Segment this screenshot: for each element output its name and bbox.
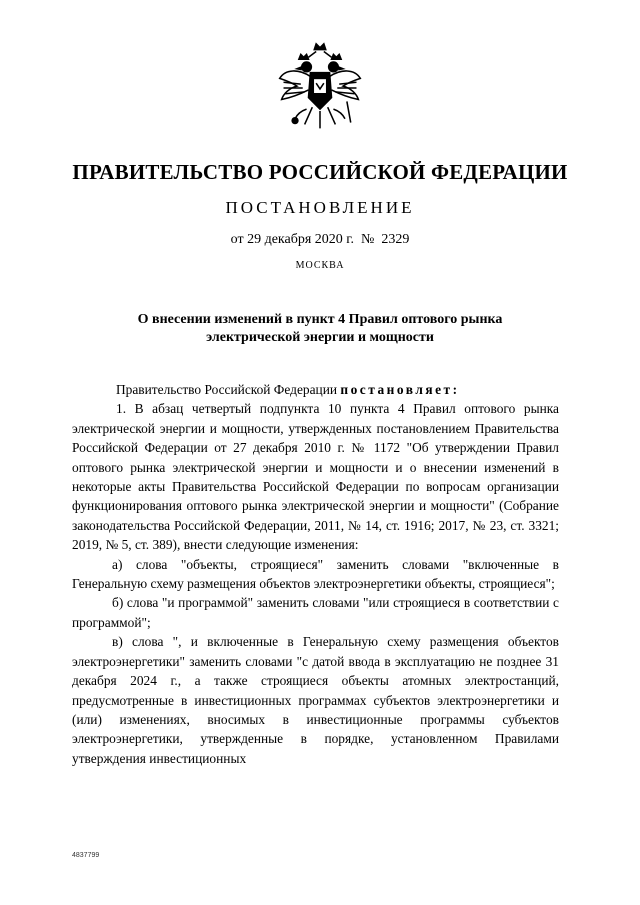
subject-line-2: электрической энергии и мощности [206, 330, 434, 345]
coat-of-arms-icon [272, 40, 368, 136]
intro-verb: постановляет: [340, 382, 460, 397]
document-date-number: от 29 декабря 2020 г. № 2329 [230, 232, 410, 247]
document-subject [100, 311, 540, 347]
intro-paragraph [72, 380, 559, 399]
intro-lead: Правительство Российской Федерации [116, 382, 341, 397]
item-1-paragraph: 1. В абзац четвертый подпункта 10 пункта 4 Правил оптового рынка электрической энергии и мощности, утвержденных постановлением Правительства Российской Федерации от 27 декабря 2010 г. № 1172 "Об утверждении Правил оптового рынка электрической энергии и мощности и о внесении изменений в некоторые акты Правительства Российской Федерации по вопросам организации функционирования оптового рынка электрической энергии и мощности" (Собрание законодательства Российской Федерации, 2011, № 14, ст. 1916; 2017, № 23, ст. 3321; 2019, № 5, ст. 389), внести следующие изменения: [72, 401, 559, 553]
subject-line-1: О внесении изменений в пункт 4 Правил оптового рынка [137, 312, 503, 327]
item-b-paragraph: б) слова "и программой" заменить словами "или строящиеся в соответствии с программой"; [72, 595, 559, 630]
item-a-paragraph: а) слова "объекты, строящиеся" заменить словами "включенные в Генеральную схему размещения объектов электроэнергетики объекты, строящиеся"; [72, 556, 559, 592]
document-type: ПОСТАНОВЛЕНИЕ [225, 198, 415, 217]
document-code: 4837799 [72, 852, 100, 859]
government-title: ПРАВИТЕЛЬСТВО РОССИЙСКОЙ ФЕДЕРАЦИИ [72, 160, 568, 184]
city-name: МОСКВА [295, 260, 345, 271]
document-body [72, 380, 559, 768]
item-c-paragraph: в) слова ", и включенные в Генеральную схему размещения объектов электроэнергетики" заменить словами "с датой ввода в эксплуатацию не позднее 31 декабря 2024 г., а также строящиеся объекты атомных электростанций, предусмотренные в инвестиционных программах субъектов электроэнергетики и (или) изменениях, вносимых в инвестиционные программы субъектов электроэнергетики, утвержденные в порядке, установленном Правилами утверждения инвестиционных [72, 634, 559, 766]
